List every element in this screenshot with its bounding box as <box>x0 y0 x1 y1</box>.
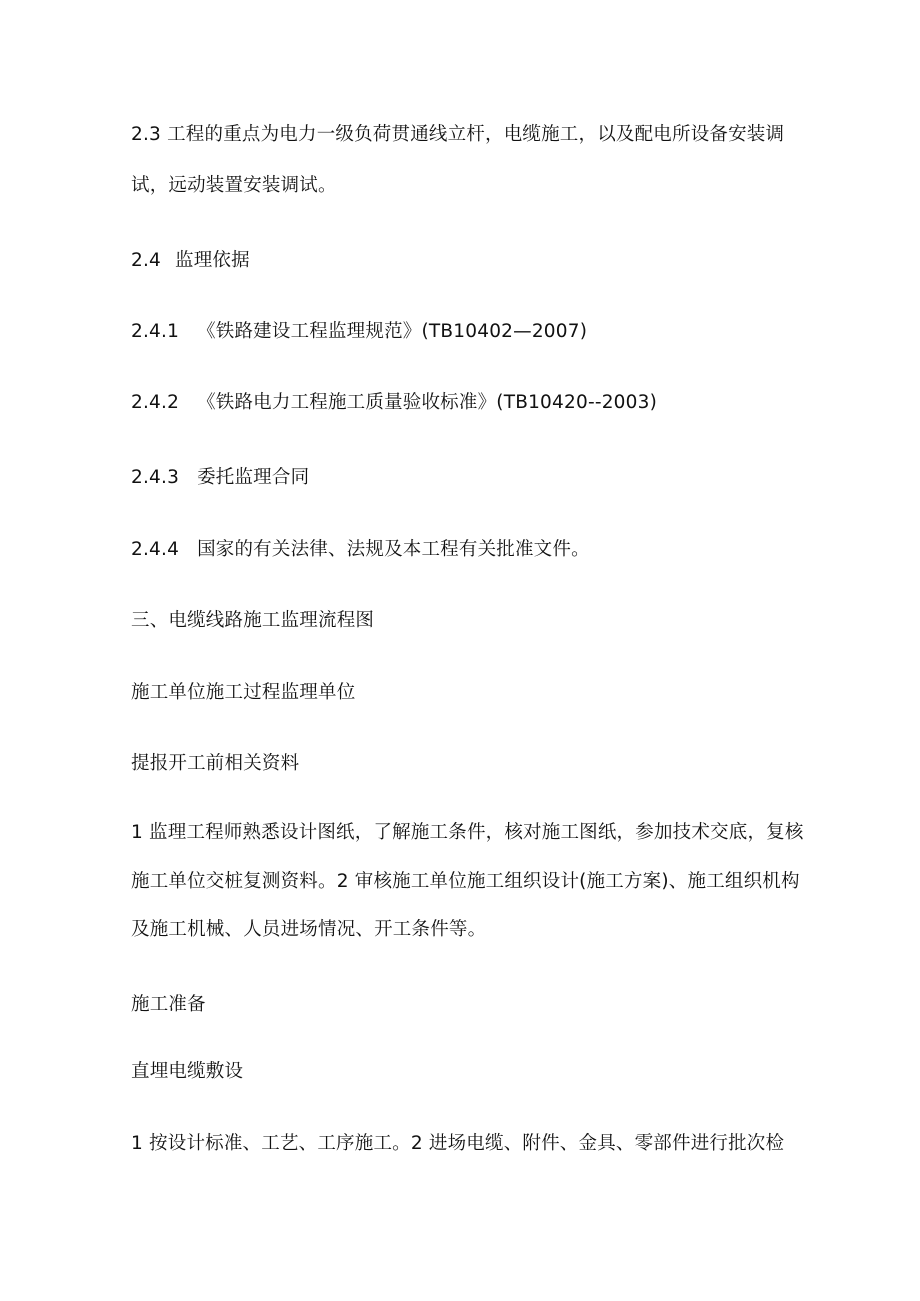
chapter-3-heading: 三、电缆线路施工监理流程图 <box>131 610 375 631</box>
section-number: 2.4.2 <box>131 392 180 413</box>
section-number: 2.4.4 <box>131 539 180 560</box>
section-2-4-4 <box>131 538 811 562</box>
section-text: 委托监理合同 <box>197 467 310 488</box>
section-number: 2.4.3 <box>131 467 180 488</box>
section-number: 2.4.1 <box>131 321 180 342</box>
flow-step-cable-laying: 直埋电缆敷设 <box>131 1061 244 1082</box>
section-text: 《铁路电力工程施工质量验收标准》(TB10420--2003) <box>197 392 657 413</box>
flow-step-submit-docs: 提报开工前相关资料 <box>131 753 300 774</box>
supervision-paragraph-line-2: 施工单位交桩复测资料。2 审核施工单位施工组织设计(施工方案)、施工组织机构 <box>131 871 800 892</box>
paragraph-2-3-line-2: 试，远动装置安装调试。 <box>131 175 337 196</box>
section-2-4-heading <box>131 249 811 273</box>
section-2-4-1 <box>131 320 811 344</box>
flow-header: 施工单位施工过程监理单位 <box>131 682 356 703</box>
paragraph-2-3-line-1: 2.3 工程的重点为电力一级负荷贯通线立杆，电缆施工，以及配电所设备安装调 <box>131 124 785 145</box>
section-text: 国家的有关法律、法规及本工程有关批准文件。 <box>197 539 590 560</box>
supervision-paragraph-line-3: 及施工机械、人员进场情况、开工条件等。 <box>131 919 487 940</box>
section-text: 《铁路建设工程监理规范》(TB10402—2007) <box>197 321 588 342</box>
section-2-4-3 <box>131 466 811 490</box>
section-2-4-2 <box>131 391 811 415</box>
section-number: 2.4 <box>131 250 162 271</box>
section-title: 监理依据 <box>175 250 250 271</box>
flow-step-prepare: 施工准备 <box>131 994 206 1015</box>
supervision-paragraph-line-1: 1 监理工程师熟悉设计图纸，了解施工条件，核对施工图纸，参加技术交底，复核 <box>131 822 804 843</box>
final-paragraph-line-1: 1 按设计标准、工艺、工序施工。2 进场电缆、附件、金具、零部件进行批次检 <box>131 1133 785 1154</box>
